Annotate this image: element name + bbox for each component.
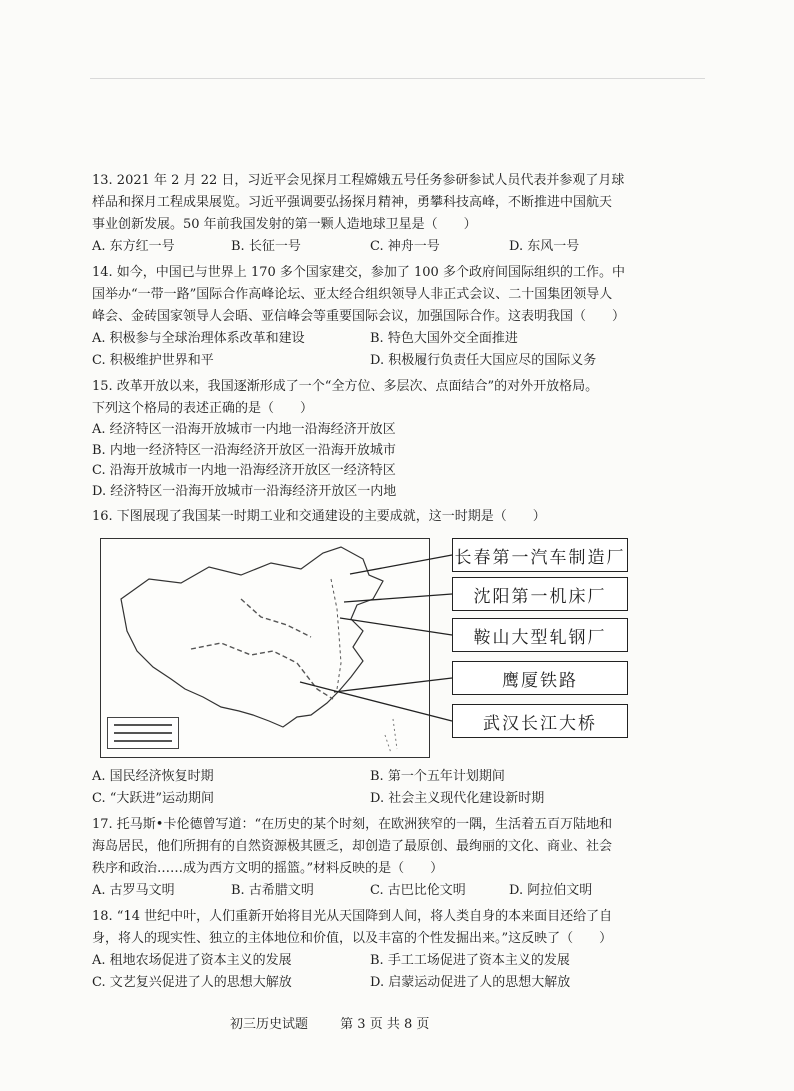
option-b[interactable]: B. 手工工场促进了资本主义的发展 bbox=[370, 953, 570, 968]
exam-page bbox=[92, 170, 648, 998]
option-b[interactable]: B. 内地一经济特区一沿海经济开放区一沿海开放城市 bbox=[92, 442, 396, 458]
map-figure bbox=[100, 532, 640, 760]
option-d[interactable]: D. 阿拉伯文明 bbox=[509, 883, 593, 898]
option-c[interactable]: C. 文艺复兴促进了人的思想大解放 bbox=[92, 975, 292, 990]
option-a[interactable]: A. 东方红一号 bbox=[92, 239, 175, 254]
option-a[interactable]: A. 古罗马文明 bbox=[92, 883, 175, 898]
question-text: 17. 托马斯•卡伦德曾写道：“在历史的某个时刻，在欧洲狭窄的一隅，生活着五百万陆地和 bbox=[92, 817, 613, 832]
option-c[interactable]: C. 神舟一号 bbox=[370, 239, 440, 254]
option-c[interactable]: C. 沿海开放城市一内地一沿海经济开放区一经济特区 bbox=[92, 463, 396, 478]
question-16 bbox=[92, 506, 648, 810]
question-text: 秩序和政治……成为西方文明的摇篮。”材料反映的是（ ） bbox=[92, 861, 444, 876]
question-text: 国举办“一带一路”国际合作高峰论坛、亚太经合组织领导人非正式会议、二十国集团领导人 bbox=[92, 287, 613, 302]
question-text: 峰会、金砖国家领导人会晤、亚信峰会等重要国际会议，加强国际合作。这表明我国（ ） bbox=[92, 309, 626, 324]
question-14 bbox=[92, 262, 648, 372]
question-text: 身，将人的现实性、独立的主体地位和价值，以及丰富的个性发掘出来。”这反映了（ ） bbox=[92, 931, 613, 946]
option-a[interactable]: A. 国民经济恢复时期 bbox=[92, 769, 214, 784]
option-d[interactable]: D. 东风一号 bbox=[509, 239, 580, 254]
option-b[interactable]: B. 特色大国外交全面推进 bbox=[370, 331, 518, 346]
callout-yingxia: 鹰厦铁路 bbox=[452, 661, 628, 695]
option-b[interactable]: B. 第一个五年计划期间 bbox=[370, 769, 505, 784]
callout-shenyang: 沈阳第一机床厂 bbox=[452, 577, 628, 611]
question-17 bbox=[92, 814, 648, 902]
option-b[interactable]: B. 古希腊文明 bbox=[231, 883, 314, 898]
option-c[interactable]: C. 古巴比伦文明 bbox=[370, 883, 466, 898]
option-b[interactable]: B. 长征一号 bbox=[231, 239, 301, 254]
question-text: 下列这个格局的表述正确的是（ ） bbox=[92, 401, 314, 416]
question-text: 事业创新发展。50 年前我国发射的第一颗人造地球卫星是（ ） bbox=[92, 217, 477, 232]
question-13 bbox=[92, 170, 648, 258]
question-text: 13. 2021 年 2 月 22 日，习近平会见探月工程嫦娥五号任务参研参试人员代表并参观了月球 bbox=[92, 173, 625, 188]
top-rule bbox=[90, 78, 705, 79]
option-c[interactable]: C. “大跃进”运动期间 bbox=[92, 791, 215, 806]
option-d[interactable]: D. 启蒙运动促进了人的思想大解放 bbox=[370, 975, 571, 990]
question-18 bbox=[92, 906, 648, 994]
option-d[interactable]: D. 经济特区一沿海开放城市一沿海经济开放区一内地 bbox=[92, 483, 397, 499]
option-d[interactable]: D. 社会主义现代化建设新时期 bbox=[370, 791, 545, 806]
question-text: 16. 下图展现了我国某一时期工业和交通建设的主要成就，这一时期是（ ） bbox=[92, 509, 546, 524]
page-footer bbox=[230, 1013, 457, 1032]
option-a[interactable]: A. 租地农场促进了资本主义的发展 bbox=[92, 953, 292, 968]
question-text: 14. 如今，中国已与世界上 170 多个国家建交，参加了 100 多个政府间国际组织的工作。中 bbox=[92, 265, 625, 280]
option-a[interactable]: A. 积极参与全球治理体系改革和建设 bbox=[92, 331, 305, 346]
question-text: 样品和探月工程成果展览。习近平强调要弘扬探月精神，勇攀科技高峰，不断推进中国航天 bbox=[92, 195, 613, 210]
option-d[interactable]: D. 积极履行负责任大国应尽的国际义务 bbox=[370, 353, 597, 368]
callout-anshan: 鞍山大型轧钢厂 bbox=[452, 618, 628, 652]
page-number: 第 3 页 共 8 页 bbox=[340, 1017, 430, 1032]
question-text: 海岛居民，他们所拥有的自然资源极其匮乏，却创造了最原创、最绚丽的文化、商业、社会 bbox=[92, 839, 613, 854]
question-text: 18. “14 世纪中叶，人们重新开始将目光从天国降到人间，将人类自身的本来面目还给了自 bbox=[92, 909, 613, 924]
callout-wuhan: 武汉长江大桥 bbox=[452, 704, 628, 738]
question-15 bbox=[92, 376, 648, 502]
question-text: 15. 改革开放以来，我国逐渐形成了一个“全方位、多层次、点面结合”的对外开放格局。 bbox=[92, 379, 599, 394]
option-c[interactable]: C. 积极维护世界和平 bbox=[92, 353, 214, 368]
option-a[interactable]: A. 经济特区一沿海开放城市一内地一沿海经济开放区 bbox=[92, 422, 396, 437]
callout-changchun: 长春第一汽车制造厂 bbox=[452, 538, 628, 572]
exam-title: 初三历史试题 bbox=[230, 1017, 309, 1032]
